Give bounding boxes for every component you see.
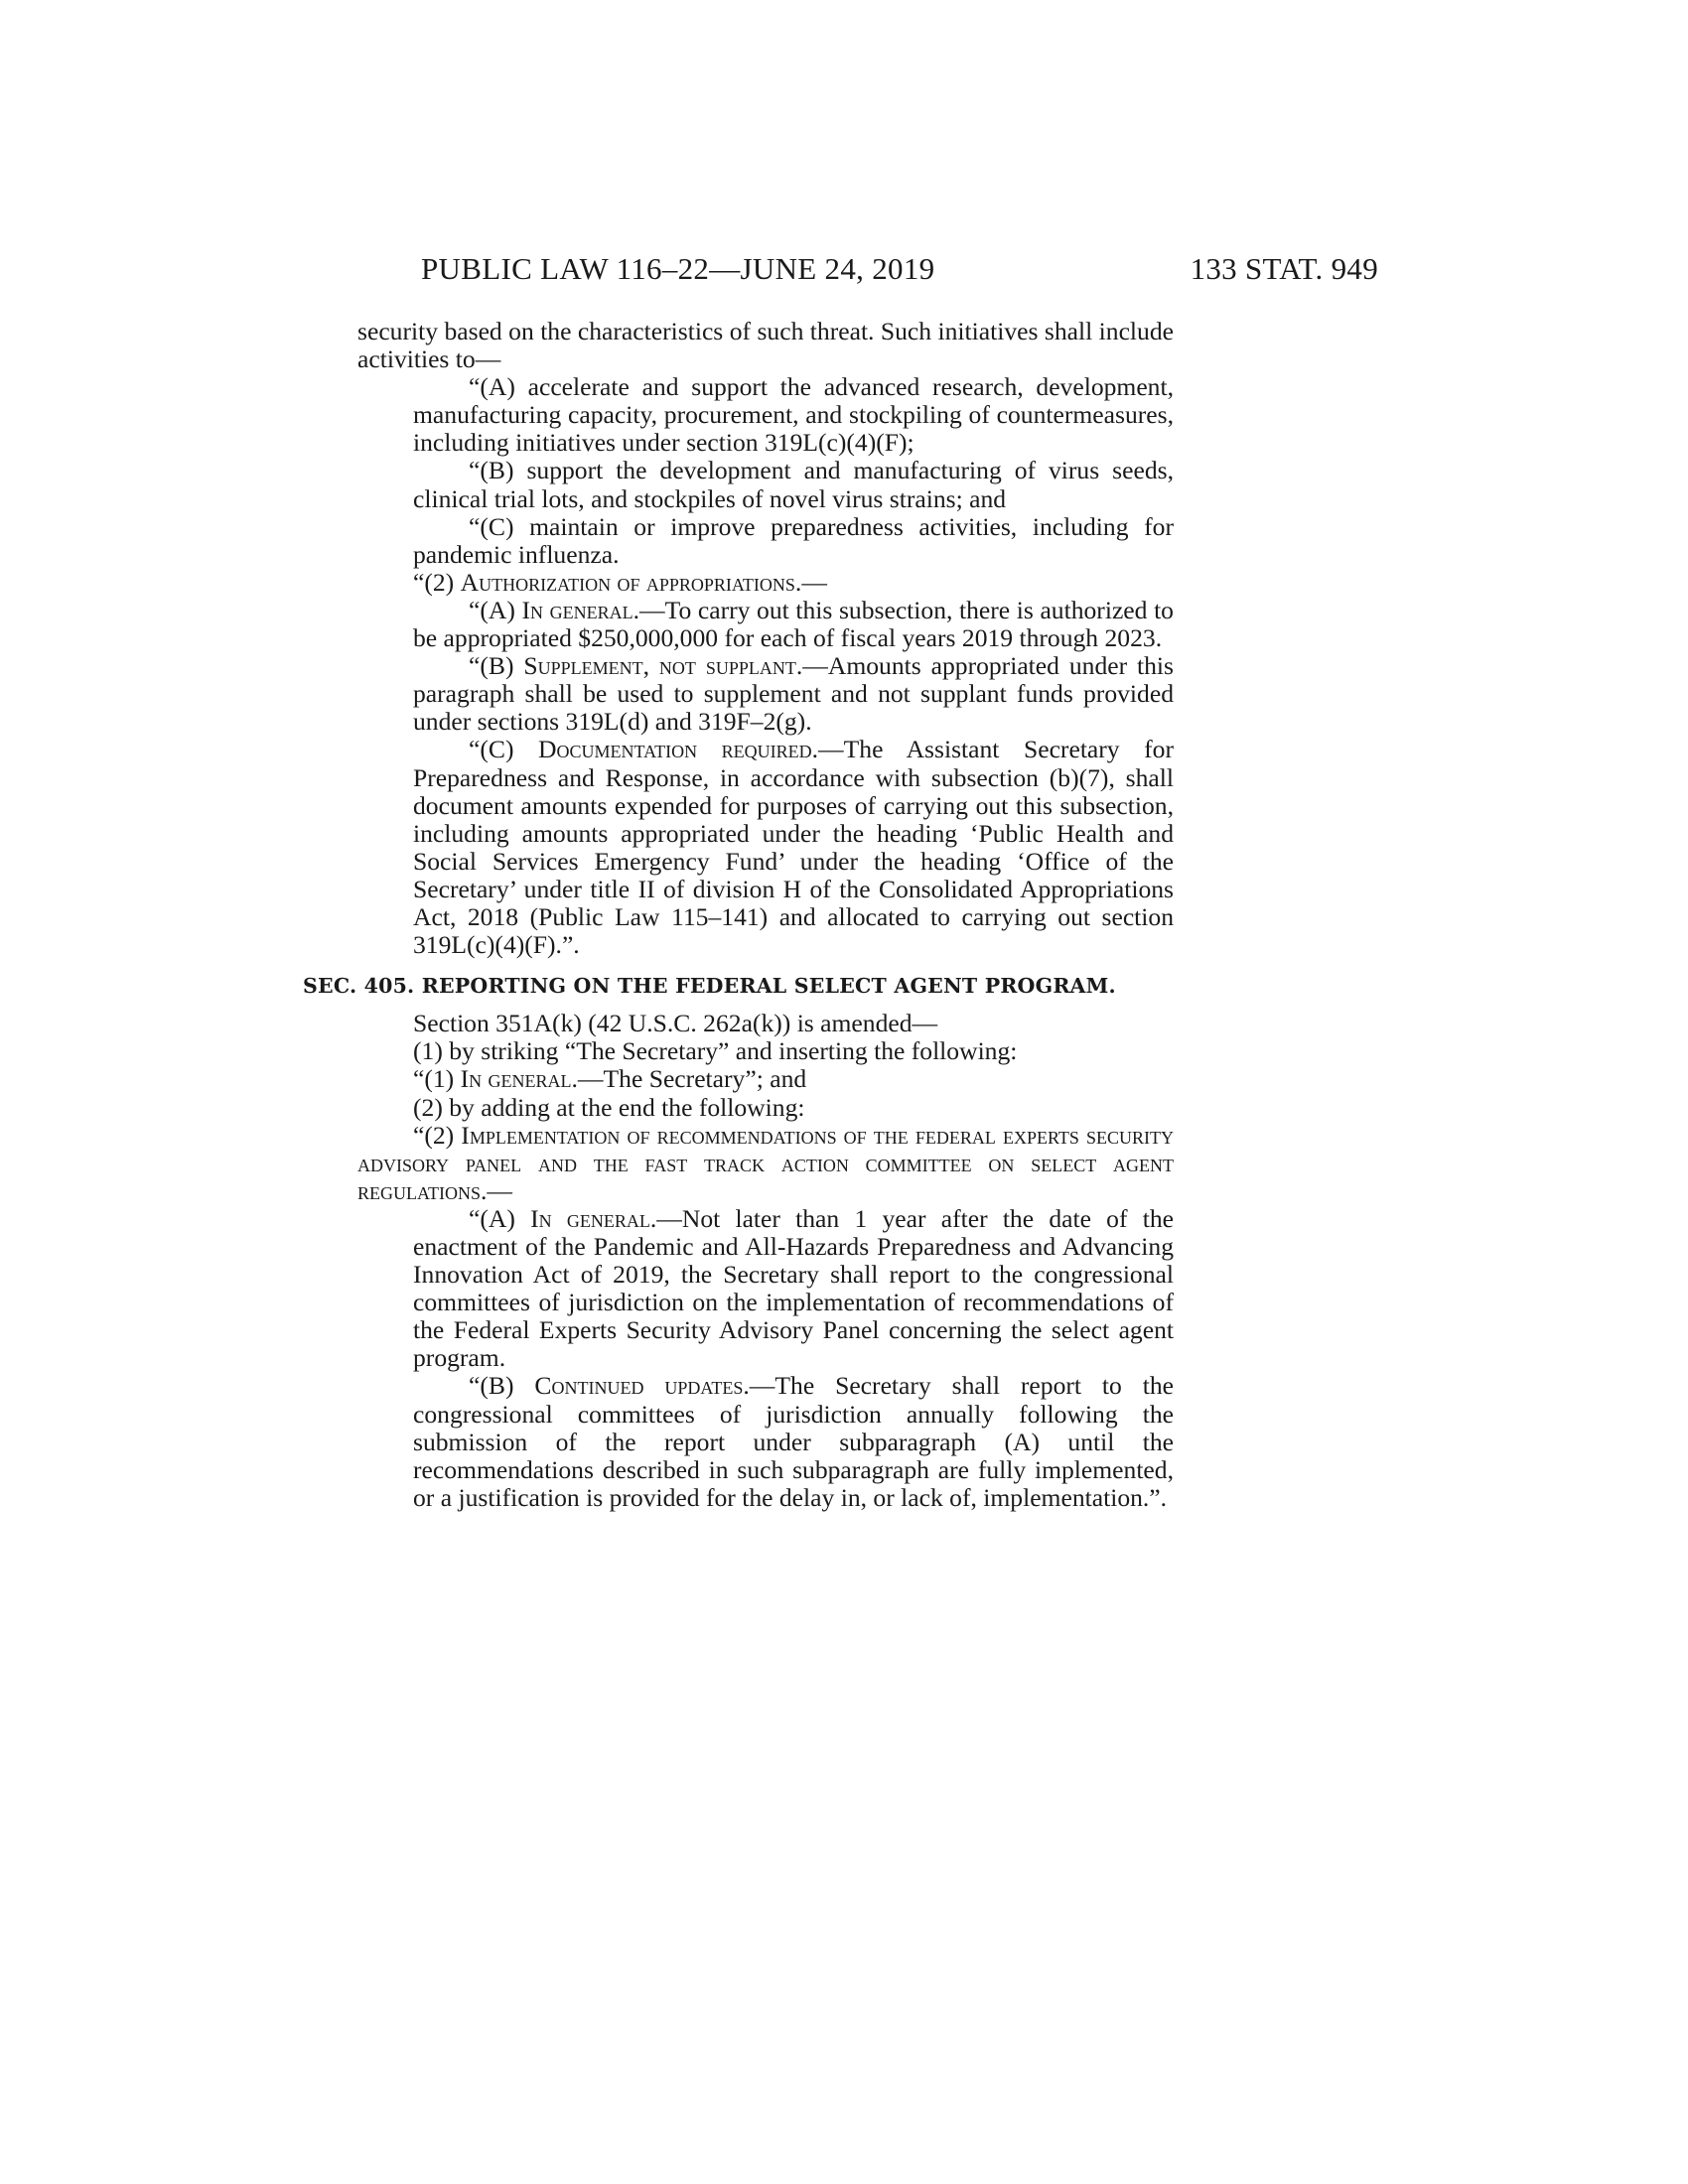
clause-c-maintain: “(C) maintain or improve preparedness activities, including for pandemic influenza. <box>413 511 1174 569</box>
running-head-title: PUBLIC LAW 116–22—JUNE 24, 2019 <box>421 251 935 286</box>
clause-b-support: “(B) support the development and manufacturing of virus seeds, clinical trial lots, and stockpiles of novel virus strains; and <box>413 456 1174 513</box>
subparagraph-b-supplement: “(B) Supplement, not supplant.—Amounts appropriated under this paragraph shall be used to supplement and not supplant funds provided under sections 319L(d) and 319F–2(g). <box>413 651 1175 737</box>
section-intro: Section 351A(k) (42 U.S.C. 262a(k)) is amended— <box>413 1009 938 1038</box>
inserted-paragraph-1: “(1) In general.—The Secretary”; and <box>413 1064 807 1094</box>
section-heading: SEC. 405. REPORTING ON THE FEDERAL SELECT AGENT PROGRAM. <box>303 974 1116 999</box>
subparagraph-heading: In general <box>530 1203 650 1233</box>
subparagraph-heading: In general <box>521 595 633 624</box>
paragraph-continuation: security based on the characteristics of such threat. Such initiatives shall include activities to— <box>357 317 1174 374</box>
subparagraph-heading: Documentation required <box>538 735 812 764</box>
amendment-1: (1) by striking “The Secretary” and inserting the following: <box>413 1036 1018 1066</box>
paragraph-heading: In general <box>460 1064 572 1094</box>
inserted-paragraph-2: “(2) Implementation of recommendations of the federal experts security advisory panel and the fast track action committee on select agent regulations.— <box>357 1120 1174 1205</box>
subparagraph-heading: Supplement, not supplant <box>523 651 796 681</box>
subparagraph-a-in-general: “(A) In general.—To carry out this subsection, there is authorized to be appropriated $250,000,000 for each of fiscal years 2019 through 2023. <box>413 595 1174 653</box>
body-text <box>303 317 1175 1512</box>
clause-a-accelerate: “(A) accelerate and support the advanced research, development, manufacturing capacity, procurement, and stockpiling of countermeasures, including initiatives under section 319L(c)(4)(F); <box>413 372 1174 458</box>
subparagraph-heading: Continued updates <box>534 1371 744 1401</box>
statute-page-number: 133 STAT. 949 <box>1190 251 1378 286</box>
subparagraph-c-documentation: “(C) Documentation required.—The Assistant Secretary for Preparedness and Response, in accordance with subsection (b)(7), shall document amounts expended for purposes of carrying out this subsection, including amounts appropriated under the heading ‘Public Health and Social Services Emergency Fund’ under the heading ‘Office of the Secretary’ under title II of division H of the Consolidated Appropriations Act, 2018 (Public Law 115–141) and allocated to carrying out section 319L(c)(4)(F).”. <box>413 735 1175 960</box>
amendment-2: (2) by adding at the end the following: <box>413 1092 805 1122</box>
paragraph-2-authorization: “(2) Authorization of appropriations.— <box>413 567 827 597</box>
page-header <box>421 251 1378 291</box>
paragraph-heading: Authorization of appropriations <box>460 567 795 597</box>
inserted-subparagraph-b: “(B) Continued updates.—The Secretary shall report to the congressional committees of jurisdiction annually following the submission of the report under subparagraph (A) until the recommendations described in such subparagraph are fully implemented, or a justification is provided for the delay in, or lack of, implementation.”. <box>413 1371 1175 1512</box>
inserted-subparagraph-a: “(A) In general.—Not later than 1 year after the date of the enactment of the Pandemic and All-Hazards Preparedness and Advancing Innovation Act of 2019, the Secretary shall report to the congressional committees of jurisdiction on the implementation of recommendations of the Federal Experts Security Advisory Panel concerning the select agent program. <box>413 1203 1174 1373</box>
paragraph-heading: Implementation of recommendations of the federal experts security advisory panel and the fast track action committee on select agent regulations <box>357 1120 1174 1205</box>
